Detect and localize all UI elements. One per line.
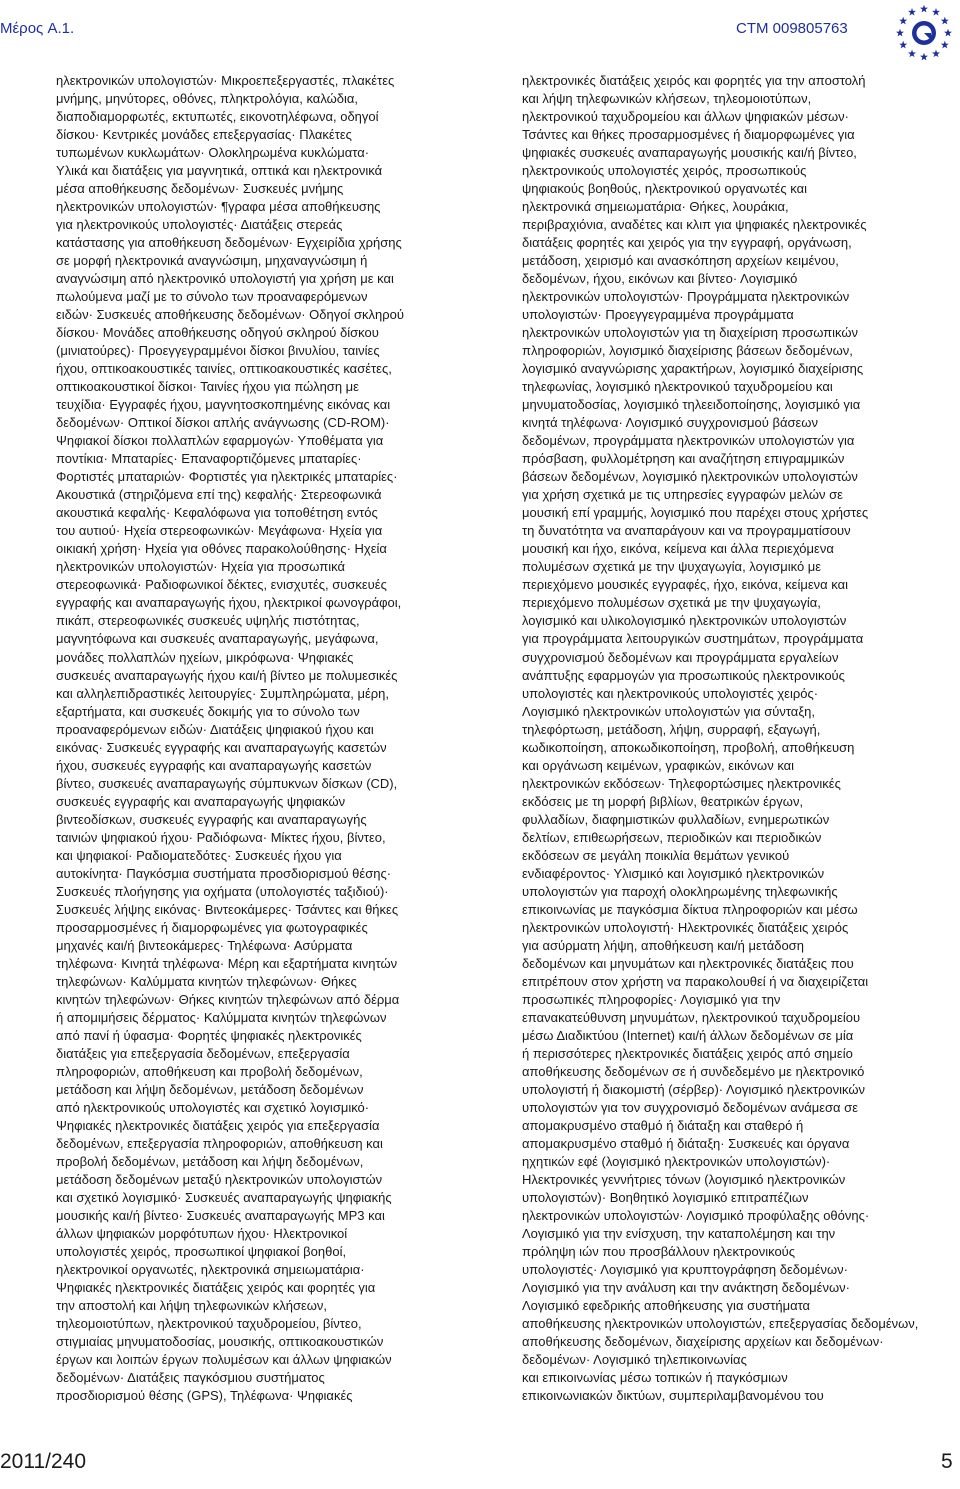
text-line: ηλεκτρονικών υπολογιστών· Ηχεία για προσωπικά (56, 559, 345, 575)
text-line: και αλληλεπιδραστικές λειτουργίες· Συμπληρώματα, μέρη, (56, 685, 389, 701)
ohim-eu-stars-logo-icon (893, 2, 955, 64)
text-line: οπτικοακουστικοί δίσκοι· Ταινίες ήχου για πώληση με (56, 379, 359, 395)
text-line: σε μορφή ηλεκτρονικά αναγνώσιμη, μηχαναγνώσιμη ή (56, 253, 368, 269)
text-line: τηλέφωνα· Κινητά τηλέφωνα· Μέρη και εξαρτήματα κινητών (56, 955, 398, 971)
text-line: απομακρυσμένο σταθμό ή διάταξη· Συσκευές και όργανα (522, 1135, 850, 1151)
text-line: έργων και λοιπών έργων πολυμέσων και άλλων ψηφιακών (56, 1352, 392, 1368)
text-line: πρόσβαση, φυλλομέτρηση και αναζήτηση επιγραμμικών (522, 451, 845, 467)
star-icon (908, 50, 916, 58)
text-line: αναγνώσιμη από ηλεκτρονικό υπολογιστή για χρήση με και (56, 271, 394, 287)
text-line: ηλεκτρονικών υπολογιστών· Λογισμικό προφύλαξης οθόνης· (522, 1207, 870, 1223)
text-line: ταινιών ψηφιακού ήχου· Ραδιόφωνα· Μίκτες ήχου, βίντεο, (56, 829, 386, 845)
text-line: ηλεκτρονικών εκδόσεων· Τηλεφορτώσιμες ηλεκτρονικές (522, 775, 841, 791)
text-line: κατάστασης για αποθήκευση δεδομένων· Εγχειρίδια χρήσης (56, 235, 402, 251)
text-line: περιεχόμενο μουσικές εγγραφές, ήχο, εικόνα, κείμενα και (522, 577, 849, 593)
text-line: αποθήκευσης ηλεκτρονικών υπολογιστών, επεξεργασίας δεδομένων, (522, 1316, 919, 1332)
text-line: πληροφοριών, αποθήκευση και προβολή δεδομένων, (56, 1063, 363, 1079)
text-line: δεδομένων· Λογισμικό τηλεπικοινωνίας (522, 1352, 747, 1368)
text-line: συσκευές εγγραφής και αναπαραγωγής ψηφιακών (56, 793, 346, 809)
text-line: ποντίκια· Μπαταρίες· Επαναφορτιζόμενες μπαταρίες· (56, 451, 362, 467)
text-line: και ψηφιακοί· Ραδιοματεδότες· Συσκευές ήχου για (56, 847, 342, 863)
text-line: δεδομένων, επεξεργασία πληροφοριών, αποθήκευση και (56, 1135, 383, 1151)
text-line: ανάπτυξης εφαρμογών για προσωπικούς ηλεκτρονικούς (522, 667, 845, 683)
text-line: ηλεκτρονικοί οργανωτές, ηλεκτρονικά σημειωματάρια· (56, 1262, 365, 1278)
text-line: Ψηφιακοί δίσκοι πολλαπλών εφαρμογών· Υποθέματα για (56, 433, 384, 449)
text-line: για χρήση σχετικά με τις υπηρεσίες εγγραφών μελών σε (522, 487, 843, 503)
text-line: εκδόσεις με τη μορφή βιβλίων, θεατρικών έργων, (522, 793, 804, 809)
text-line: (μινιατούρες)· Προεγγεγραμμένοι δίσκοι βινυλίου, ταινίες (56, 343, 380, 359)
text-line: ηλεκτρονικές διατάξεις χειρός και φορητές για την αποστολή (522, 73, 866, 88)
text-line: φυλλαδίων, διαφημιστικών φυλλαδίων, ενημερωτικών (522, 811, 830, 827)
text-line: επιτρέπουν στον χρήστη να παρακολουθεί ή να διαχειρίζεται (522, 973, 869, 989)
star-icon (899, 17, 907, 25)
text-line: προαναφερόμενων ειδών· Διατάξεις ψηφιακού ήχου και (56, 721, 374, 737)
text-line: από ηλεκτρονικούς υπολογιστές και σχετικό λογισμικό· (56, 1099, 370, 1115)
text-line: Λογισμικό για την ενίσχυση, την καταπολέμηση και την (522, 1226, 836, 1241)
star-icon (944, 29, 952, 37)
text-line: τηλεομοιοτύπων, ηλεκτρονικού ταχυδρομείου, βίντεο, (56, 1316, 362, 1332)
text-line: στερεοφωνικά· Ραδιοφωνικοί δέκτες, ενισχυτές, συσκευές (56, 577, 387, 593)
star-icon (899, 41, 907, 49)
text-line: Ψηφιακές ηλεκτρονικές διατάξεις χειρός και φορητές για (56, 1280, 376, 1296)
text-line: περιβραχιόνια, αναδέτες και κλιπ για ψηφιακές ηλεκτρονικές (522, 217, 867, 233)
text-line: λογισμικό και υλικολογισμικό ηλεκτρονικών υπολογιστών (522, 613, 847, 629)
text-line: ακουστικά κεφαλής· Κεφαλόφωνα για τοποθέτηση εντός (56, 505, 378, 521)
text-line: ηλεκτρονικά σημειωματάρια· Θήκες, λουράκια, (522, 199, 789, 215)
text-line: υπολογιστές και ηλεκτρονικούς υπολογιστές χειρός· (522, 685, 819, 701)
text-line: υπολογιστών για τον συγχρονισμό δεδομένων ανάμεσα σε (522, 1099, 859, 1115)
text-line: Λογισμικό εφεδρικής αποθήκευσης για συστήματα (522, 1298, 811, 1314)
text-line: δεδομένων, ήχου, εικόνων και βίντεο· Λογισμικό (522, 271, 798, 287)
text-line: δεδομένων, προγράμματα ηλεκτρονικών υπολογιστών για (522, 433, 855, 449)
text-line: μνήμης, μηνύτορες, οθόνες, πληκτρολόγια, καλώδια, (56, 91, 359, 107)
star-icon (932, 8, 940, 16)
text-line: μηχανές και/ή βιντεοκάμερες· Τηλέφωνα· Ασύρματα (56, 937, 353, 953)
text-line: την αποστολή και λήψη τηλεφωνικών κλήσεων, (56, 1298, 328, 1314)
star-icon (920, 53, 928, 61)
text-line: τευχίδια· Εγγραφές ήχου, μαγνητοσκοπημένης εικόνας και (56, 397, 391, 413)
text-line: για ηλεκτρονικούς υπολογιστές· Διατάξεις στερεάς (56, 217, 343, 233)
text-line: για ασύρματη λήψη, αποθήκευση και/ή μετάδοση (522, 937, 804, 953)
text-line: τηλεφόρτωση, μετάδοση, λήψη, συρραφή, εξαγωγή, (522, 721, 821, 737)
text-line: ηλεκτρονικούς υπολογιστές χειρός, προσωπικούς (522, 163, 807, 179)
text-line: στιγμιαίας μηνυματοδοσίας, μουσικής, οπτικοακουστικών (56, 1334, 384, 1350)
text-line: Ψηφιακές ηλεκτρονικές διατάξεις χειρός για επεξεργασία (56, 1117, 380, 1133)
text-line: δεδομένων· Διατάξεις παγκόσμιου συστήματος (56, 1370, 325, 1386)
text-line: ή απομιμήσεις δέρματος· Καλύμματα κινητών τηλεφώνων (56, 1009, 387, 1025)
text-line: λογισμικό αναγνώρισης χαρακτήρων, λογισμικό διαχείρισης (522, 361, 864, 377)
star-icon (908, 8, 916, 16)
text-line: ηχητικών εφέ (λογισμικό ηλεκτρονικών υπολογιστών)· (522, 1153, 831, 1169)
right-text-column (522, 72, 934, 1405)
left-text-column (56, 72, 468, 1405)
text-line: υπολογιστών· Προεγγεγραμμένα προγράμματα (522, 307, 794, 323)
text-line: δεδομένων και μηνυμάτων και ηλεκτρονικές διατάξεις που (522, 955, 854, 971)
text-line: τη δυνατότητα να αναπαράγουν και να προγραμματίσουν (522, 523, 851, 539)
text-line: προσδιορισμού θέσης (GPS), Τηλέφωνα· Ψηφιακές (56, 1388, 353, 1404)
text-line: δεδομένων· Οπτικοί δίσκοι απλής ανάγνωσης (CD-ROM)· (56, 415, 390, 431)
text-line: εξαρτήματα, και συσκευές δοκιμής για το σύνολο των (56, 703, 360, 719)
text-line: ηλεκτρονικού ταχυδρομείου και άλλων ψηφιακών μέσων· (522, 109, 850, 125)
text-line: από πανί ή ύφασμα· Φορητές ψηφιακές ηλεκτρονικές (56, 1027, 362, 1043)
text-line: βίντεο, συσκευές αναπαραγωγής σύμπυκνων δίσκων (CD), (56, 775, 398, 791)
text-line: μέσα αποθήκευσης δεδομένων· Συσκευές μνήμης (56, 181, 344, 197)
text-line: για προγράμματα λειτουργικών συστημάτων, προγράμματα (522, 631, 864, 647)
part-label: Μέρος A.1. (0, 20, 75, 37)
text-line: οικιακή χρήση· Ηχεία για οθόνες παρακολούθησης· Ηχεία (56, 541, 387, 557)
star-icon (932, 50, 940, 58)
text-line: απομακρυσμένο σταθμό ή διάταξη και σταθερό ή (522, 1117, 804, 1133)
text-line: δελτίων, επιθεωρήσεων, περιοδικών και περιοδικών (522, 829, 822, 845)
text-line: ηλεκτρονικών υπολογιστών· ¶γραφα μέσα αποθήκευσης (56, 199, 381, 215)
text-line: μηνυματοδοσίας, λογισμικό τηλεειδοποίησης, λογισμικό για (522, 397, 861, 413)
text-line: πρόληψη ιών που προσβάλλουν ηλεκτρονικούς (522, 1244, 796, 1260)
text-line: διαποδιαμορφωτές, εκτυπωτές, εικονοτηλέφωνα, οδηγοί (56, 109, 379, 125)
text-line: τυπωμένων κυκλωμάτων· Ολοκληρωμένα κυκλώματα· (56, 145, 370, 161)
text-line: τηλεφωνίας, λογισμικό ηλεκτρονικού ταχυδρομείου και (522, 379, 833, 395)
text-line: και επικοινωνίας μέσω τοπικών ή παγκόσμιων (522, 1370, 788, 1386)
star-icon (920, 5, 928, 13)
text-line: εκδόσεων σε μεγάλη ποικιλία θεμάτων γενικού (522, 847, 790, 863)
text-line: προσαρμοσμένες ή διαμορφωμένες για φωτογραφικές (56, 919, 368, 935)
text-line: επικοινωνίας με παγκόσμια δίκτυα πληροφοριών και μέσω (522, 901, 858, 917)
text-line: Λογισμικό ηλεκτρονικών υπολογιστών για σύνταξη, (522, 703, 815, 719)
text-line: ειδών· Συσκευές αποθήκευσης δεδομένων· Οδηγοί σκληρού (56, 307, 404, 323)
text-line: Τσάντες και θήκες προσαρμοσμένες ή διαμορφωμένες για (522, 127, 855, 143)
text-line: Λογισμικό για την ανάλυση και την ανάκτηση δεδομένων· (522, 1280, 850, 1296)
text-line: εικόνας· Συσκευές εγγραφής και αναπαραγωγής κασετών (56, 739, 387, 755)
star-icon (941, 41, 949, 49)
text-line: επανακατεύθυνση μηνυμάτων, ηλεκτρονικού ταχυδρομείου (522, 1009, 861, 1025)
text-line: ήχου, συσκευές εγγραφής και αναπαραγωγής κασετών (56, 757, 372, 773)
text-line: μετάδοση δεδομένων μεταξύ ηλεκτρονικών υπολογιστών (56, 1171, 383, 1187)
text-line: μετάδοση, χειρισμό και ανασκόπηση αρχείων κειμένου, (522, 253, 839, 269)
text-line: μουσικής και/ή βίντεο· Συσκευές αναπαραγωγής MP3 και (56, 1207, 385, 1223)
text-line: αποθήκευσης δεδομένων σε ή συνδεδεμένο με ηλεκτρονικό (522, 1063, 865, 1079)
text-line: Συσκευές λήψης εικόνας· Βιντεοκάμερες· Τσάντες και θήκες (56, 901, 399, 917)
text-line: μέσω Διαδικτύου (Internet) και/ή άλλων δεδομένων σε μία (522, 1027, 854, 1043)
text-line: μονάδες πολλαπλών ηχείων, μικρόφωνα· Ψηφιακές (56, 649, 354, 665)
text-line: ηλεκτρονικών υπολογιστών· Προγράμματα ηλεκτρονικών (522, 289, 850, 305)
text-line: κινητών τηλεφώνων· Θήκες κινητών τηλεφώνων από δέρμα (56, 991, 400, 1007)
text-line: προβολή δεδομένων, μετάδοση και λήψη δεδομένων, (56, 1153, 364, 1169)
text-line: βάσεων δεδομένων, λογισμικό ηλεκτρονικών υπολογιστών (522, 469, 858, 485)
text-line: και λήψη τηλεφωνικών κλήσεων, τηλεομοιοτύπων, (522, 91, 812, 107)
text-line: κωδικοποίηση, αποκωδικοποίηση, προβολή, αποθήκευση (522, 739, 855, 755)
text-line: Συσκευές πλοήγησης για οχήματα (υπολογιστές ταξιδιού)· (56, 883, 389, 899)
text-line: δίσκου· Μονάδες αποθήκευσης οδηγού σκληρού δίσκου (56, 325, 379, 341)
text-line: Φορτιστές μπαταριών· Φορτιστές για ηλεκτρικές μπαταρίες· (56, 469, 398, 485)
text-line: συσκευές αναπαραγωγής ήχου και/ή βίντεο με πολυμεσικές (56, 667, 398, 683)
page-number: 5 (941, 1450, 953, 1473)
text-line: αποθήκευσης δεδομένων, διαχείρισης αρχείων και δεδομένων· (522, 1334, 884, 1350)
text-line: βιντεοδίσκων, συσκευές εγγραφής και αναπαραγωγής (56, 811, 367, 827)
text-line: υπολογιστές χειρός, προσωπικοί ψηφιακοί βοηθοί, (56, 1244, 347, 1260)
text-line: Ακουστικά (στηριζόμενα επί της) κεφαλής· Στερεοφωνικά (56, 487, 382, 503)
text-line: προσωπικές πληροφορίες· Λογισμικό για την (522, 991, 781, 1007)
text-line: Υλικά και διατάξεις για μαγνητικά, οπτικά και ηλεκτρονικά (56, 163, 383, 179)
text-line: ήχου, οπτικοακουστικές ταινίες, οπτικοακουστικές κασέτες, (56, 361, 392, 377)
text-line: πωλούμενα μαζί με το σύνολο των προαναφερόμενων (56, 289, 368, 305)
star-icon (896, 29, 904, 37)
text-line: ή περισσότερες ηλεκτρονικές διατάξεις χειρός από σημείο (522, 1045, 853, 1061)
text-line: κινητά τηλέφωνα· Λογισμικό συγχρονισμού βάσεων (522, 415, 818, 431)
text-line: ψηφιακές συσκευές αναπαραγωγής μουσικής και/ή βίντεο, (522, 145, 857, 161)
text-line: υπολογιστών για παροχή ολοκληρωμένης τηλεφωνικής (522, 883, 838, 899)
text-line: διατάξεις για επεξεργασία δεδομένων, επεξεργασία (56, 1045, 350, 1061)
text-line: υπολογιστή ή διακομιστή (σέρβερ)· Λογισμικό ηλεκτρονικών (522, 1081, 866, 1097)
text-line: μαγνητόφωνα και συσκευές αναπαραγωγής, μεγάφωνα, (56, 631, 379, 647)
text-line: διατάξεις φορητές και χειρός για την εγγραφή, οργάνωση, (522, 235, 852, 251)
text-line: πικάπ, στερεοφωνικές συσκευές υψηλής πιστότητας, (56, 613, 360, 629)
text-line: και οργάνωση κειμένων, γραφικών, εικόνων και (522, 757, 795, 773)
text-line: υπολογιστών)· Βοηθητικό λογισμικό επιτραπέζιων (522, 1189, 809, 1205)
text-line: τηλεφώνων· Καλύμματα κινητών τηλεφώνων· Θήκες (56, 973, 357, 989)
text-line: υπολογιστές· Λογισμικό για κρυπτογράφηση δεδομένων· (522, 1262, 848, 1278)
star-icon (941, 17, 949, 25)
text-line: άλλων ψηφιακών μορφότυπων ήχου· Ηλεκτρονικοί (56, 1226, 348, 1241)
bulletin-number: 2011/240 (0, 1450, 87, 1473)
text-line: Ηλεκτρονικές γεννήτριες τόνων (λογισμικό ηλεκτρονικών (522, 1171, 846, 1187)
text-line: του αυτιού· Ηχεία στερεοφωνικών· Μεγάφωνα· Ηχεία για (56, 523, 383, 539)
text-line: επικοινωνιακών δικτύων, συμπεριλαμβανομένου του (522, 1388, 824, 1404)
text-line: μουσική επί γραμμής, λογισμικό που παρέχει στους χρήστες (522, 505, 869, 521)
text-line: και σχετικό λογισμικό· Συσκευές αναπαραγωγής ψηφιακής (56, 1189, 392, 1205)
text-line: αυτοκίνητα· Παγκόσμια συστήματα προσδιορισμού θέσης· (56, 865, 392, 881)
text-line: δίσκου· Κεντρικές μονάδες επεξεργασίας· Πλακέτες (56, 127, 352, 143)
text-line: ενδιαφέροντος· Υλισμικό και λογισμικό ηλεκτρονικών (522, 865, 825, 881)
text-line: ηλεκτρονικών υπολογιστών για τη διαχείριση προσωπικών (522, 325, 859, 341)
text-line: πολυμέσων σχετικά με την ψυχαγωγία, λογισμικό με (522, 559, 822, 575)
text-line: συγχρονισμού δεδομένων και προγράμματα εργαλείων (522, 649, 839, 665)
text-line: εγγραφής και αναπαραγωγής ήχου, ηλεκτρικοί φωνογράφοι, (56, 595, 402, 611)
text-line: μετάδοση και λήψη δεδομένων, μετάδοση δεδομένων (56, 1081, 364, 1097)
text-line: ψηφιακούς βοηθούς, ηλεκτρονικού οργανωτές και (522, 181, 808, 197)
text-line: πληροφοριών, λογισμικό διαχείρισης βάσεων δεδομένων, (522, 343, 853, 359)
text-line: ηλεκτρονικών υπολογιστή· Ηλεκτρονικές διατάξεις χειρός (522, 919, 849, 935)
ctm-number: CTM 009805763 (736, 20, 848, 37)
text-line: μουσική και ήχο, εικόνα, κείμενα και άλλα περιεχόμενα (522, 541, 834, 557)
text-line: περιεχόμενο πολυμέσων σχετικά με την ψυχαγωγία, (522, 595, 821, 611)
text-line: ηλεκτρονικών υπολογιστών· Μικροεπεξεργαστές, πλακέτες (56, 73, 395, 88)
